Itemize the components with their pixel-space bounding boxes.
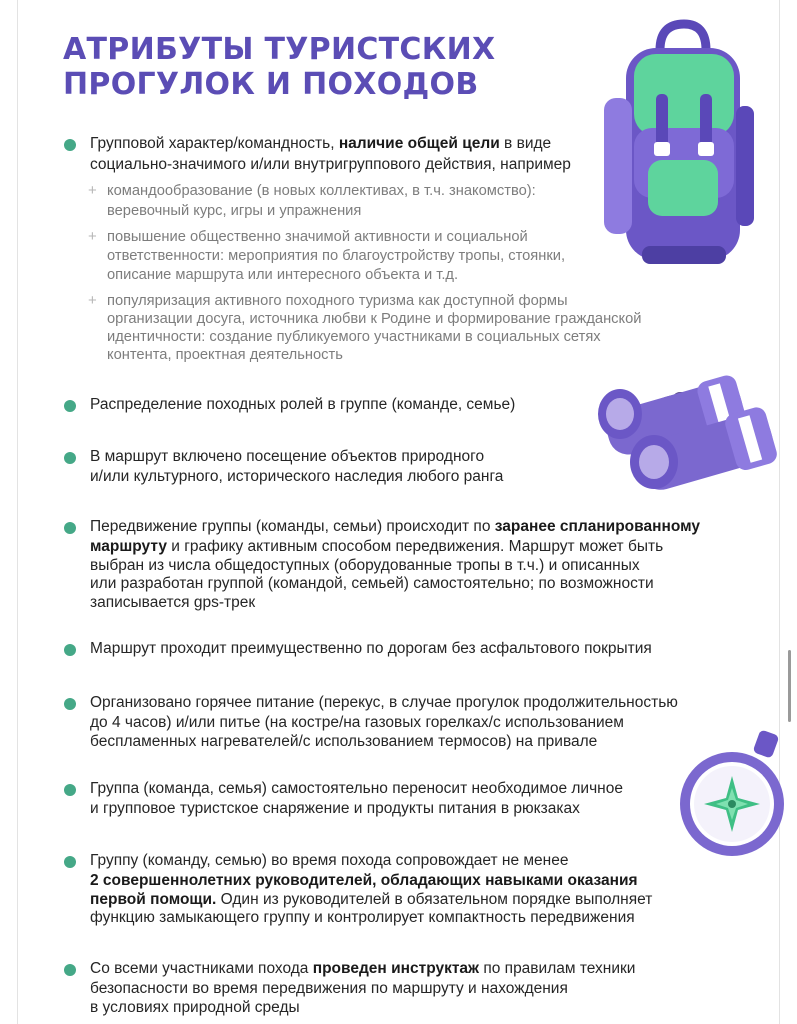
subitem-2-line-2: ответственности: мероприятия по благоустройству тропы, стоянки, bbox=[107, 248, 566, 264]
item-4-text: Передвижение группы (команды, семьи) происходит по bbox=[90, 518, 495, 535]
subitem-2-line-1: повышение общественно значимой активности и социальной bbox=[107, 229, 528, 245]
subitem-1-line-2: веревочный курс, игры и упражнения bbox=[107, 203, 362, 219]
subitem-3-line-2: организации досуга, источника любви к Родине и формирование гражданской bbox=[107, 311, 642, 327]
title-line-2: ПРОГУЛОК И ПОХОДОВ bbox=[63, 67, 479, 102]
item-2-line-1: Распределение походных ролей в группе (команде, семье) bbox=[90, 396, 516, 413]
item-9-line-1 bbox=[90, 959, 635, 978]
subitem-3-line-1: популяризация активного походного туризма как доступной формы bbox=[107, 293, 568, 309]
compass-illustration bbox=[664, 728, 788, 856]
item-4-line-4: или разработан группой (командой, семьей) самостоятельно; по возможности bbox=[90, 575, 654, 592]
item-6-line-2: до 4 часов) и/или питье (на костре/на газовых горелках/с использованием bbox=[90, 714, 624, 731]
item-8-line-4: функцию замыкающего группу и контролирует компактность передвижения bbox=[90, 909, 635, 926]
plus-icon: + bbox=[88, 228, 97, 245]
item-8-line-2 bbox=[90, 871, 638, 890]
plus-icon: + bbox=[88, 292, 97, 309]
item-9-text: Со всеми участниками похода bbox=[90, 960, 313, 977]
page-edge-left bbox=[17, 0, 18, 1024]
item-8-bold: 2 совершеннолетних руководителей, обладающих навыками оказания bbox=[90, 872, 638, 889]
item-4-line-5: записывается gps-трек bbox=[90, 594, 256, 611]
item-1-text: в виде bbox=[499, 135, 552, 152]
list-bullet bbox=[64, 698, 76, 710]
item-8-bold: первой помощи. bbox=[90, 891, 217, 908]
item-4-text: и графику активным способом передвижения. Маршрут может быть bbox=[166, 538, 664, 555]
item-1-bold: наличие общей цели bbox=[338, 135, 500, 152]
list-bullet bbox=[64, 452, 76, 464]
item-6-line-3: беспламенных нагревателей/с использованием термосов) на привале bbox=[90, 733, 598, 750]
item-4-bold: заранее спланированному bbox=[494, 518, 700, 535]
item-4-line-3: выбран из числа общедоступных (оборудованные тропы в т.ч.) и описанных bbox=[90, 557, 640, 574]
page-title bbox=[63, 32, 495, 102]
item-5-line-1: Маршрут проходит преимущественно по дорогам без асфальтового покрытия bbox=[90, 640, 652, 657]
list-bullet bbox=[64, 644, 76, 656]
subitem-2-line-3: описание маршрута или интересного объекта и т.д. bbox=[107, 267, 459, 283]
subitem-3-line-4: контента, проектная деятельность bbox=[107, 347, 343, 363]
list-bullet bbox=[64, 964, 76, 976]
list-bullet bbox=[64, 139, 76, 151]
item-7-line-2: и групповое туристское снаряжение и продукты питания в рюкзаках bbox=[90, 800, 580, 817]
backpack-illustration bbox=[598, 10, 758, 272]
item-1-text: Групповой характер/командность, bbox=[90, 135, 339, 152]
item-9-text: по правилам техники bbox=[479, 960, 636, 977]
list-bullet bbox=[64, 522, 76, 534]
item-8-line-3 bbox=[90, 890, 652, 909]
item-9-bold: проведен инструктаж bbox=[312, 960, 480, 977]
item-4-bold: маршруту bbox=[90, 538, 167, 555]
item-8-line-1: Группу (команду, семью) во время похода сопровождает не менее bbox=[90, 852, 569, 869]
item-9-line-2: безопасности во время передвижения по маршруту и нахождения bbox=[90, 980, 568, 997]
title-line-1: АТРИБУТЫ ТУРИСТСКИХ bbox=[63, 32, 496, 67]
item-7-line-1: Группа (команда, семья) самостоятельно переносит необходимое личное bbox=[90, 780, 623, 797]
scrollbar[interactable] bbox=[788, 650, 791, 722]
plus-icon: + bbox=[88, 182, 97, 199]
subitem-3-line-3: идентичности: создание публикуемого участниками в социальных сетях bbox=[107, 329, 601, 345]
item-3-line-1: В маршрут включено посещение объектов природного bbox=[90, 448, 485, 465]
binoculars-illustration bbox=[588, 362, 788, 500]
item-4-line-2 bbox=[90, 537, 663, 556]
item-8-text: Один из руководителей в обязательном порядке выполняет bbox=[216, 891, 653, 908]
item-3-line-2: и/или культурного, исторического наследия любого ранга bbox=[90, 468, 504, 485]
list-bullet bbox=[64, 400, 76, 412]
item-1-line-1 bbox=[90, 134, 551, 153]
item-1-line-2: социально-значимого и/или внутригруппового действия, например bbox=[90, 156, 571, 173]
page-edge-right bbox=[779, 0, 780, 1024]
item-4-line-1 bbox=[90, 517, 700, 536]
subitem-1-line-1: командообразование (в новых коллективах, в т.ч. знакомство): bbox=[107, 183, 536, 199]
item-9-line-3: в условиях природной среды bbox=[90, 999, 300, 1016]
item-6-line-1: Организовано горячее питание (перекус, в случае прогулок продолжительностью bbox=[90, 694, 678, 711]
list-bullet bbox=[64, 784, 76, 796]
list-bullet bbox=[64, 856, 76, 868]
